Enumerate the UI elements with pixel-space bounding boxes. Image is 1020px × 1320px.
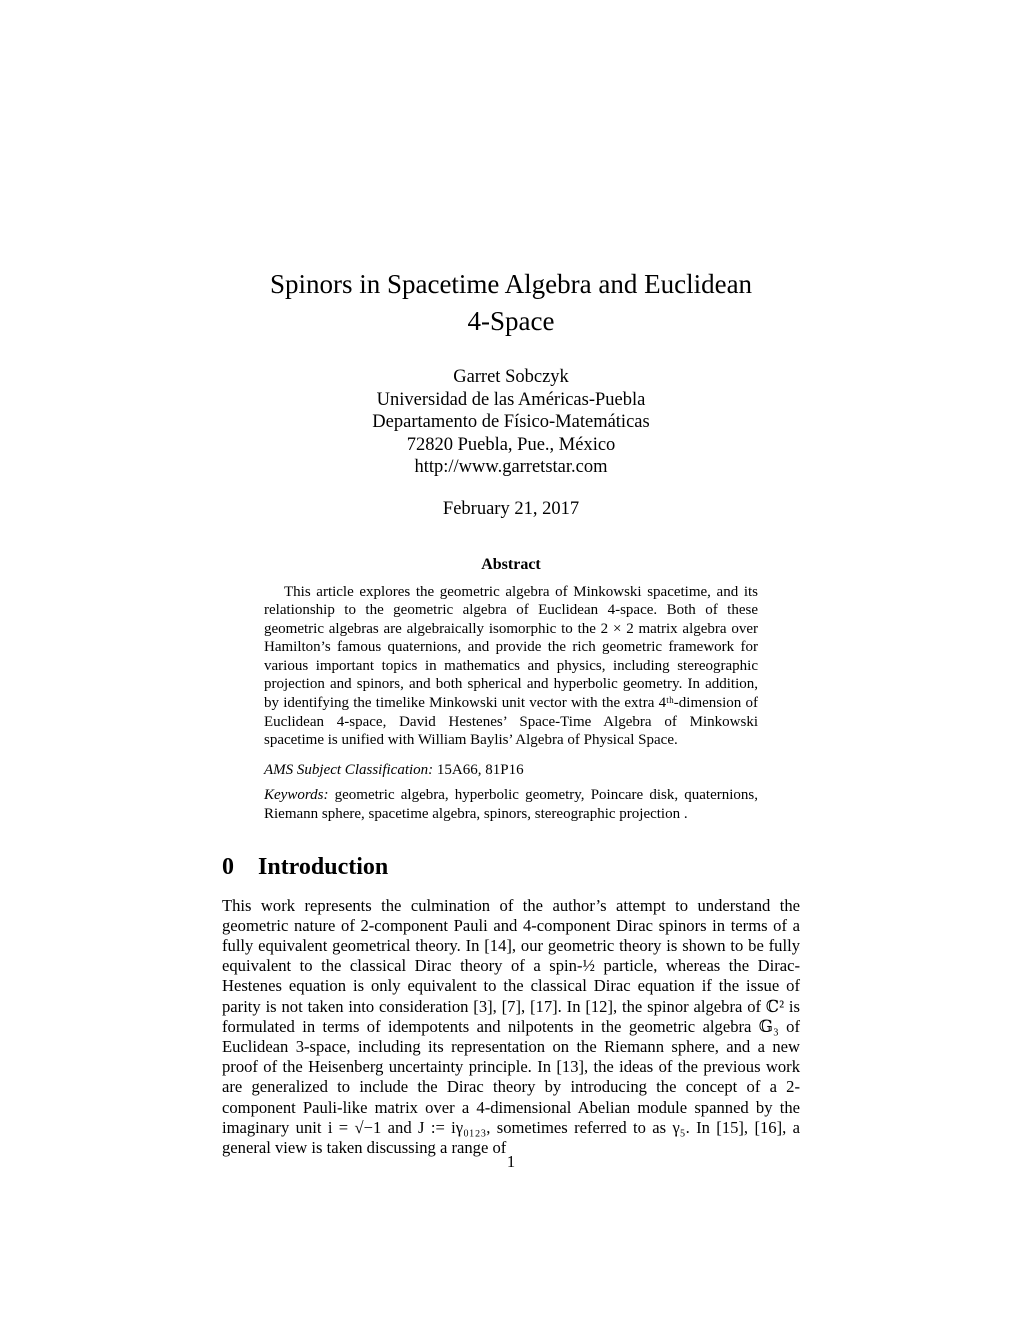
- keywords-value: geometric algebra, hyperbolic geometry, Poincare disk, quaternions, Riemann sphere, spacetime algebra, spinors, stereographic projection .: [264, 787, 759, 823]
- author-department: Departamento de Físico-Matemáticas: [372, 412, 650, 432]
- section-heading-introduction: [222, 854, 800, 881]
- abstract-text: This article explores the geometric algebra of Minkowski spacetime, and its relationship to the geometric algebra of Euclidean 4-space. Both of these geometric algebras are algebraically isomorphic to the 2 × 2 matrix algebra over Hamilton’s famous quaternions, and provide the rich geometric framework for various important topics in mathematics and physics, including stereographic projection and spinors, and both spherical and hyperbolic geometry. In addition, by identifying the timelike Minkowski unit vector with the extra 4ᵗʰ-dimension of Euclidean 4-space, David Hestenes’ Space-Time Algebra of Minkowski spacetime is unified with William Baylis’ Algebra of Physical Space.: [264, 583, 758, 749]
- introduction-paragraph: This work represents the culmination of the author’s attempt to understand the geometric nature of 2-component Pauli and 4-component Dirac spinors in terms of a fully equivalent geometrical theory. In [14], our geometric theory is shown to be fully equivalent to the classical Dirac theory of a spin-½ particle, whereas the Dirac-Hestenes equation is only equivalent to the classical Dirac equation if the issue of parity is not taken into consideration [3], [7], [17]. In [12], the spinor algebra of ℂ² is formulated in terms of idempotents and nilpotents in the geometric algebra 𝔾₃ of Euclidean 3-space, including its representation on the Riemann sphere, and a new proof of the Heisenberg uncertainty principle. In [13], the ideas of the previous work are generalized to include the Dirac theory by introducing the concept of a 2-component Pauli-like matrix over a 4-dimensional Abelian module spanned by the imaginary unit i = √−1 and J := iγ₀₁₂₃, sometimes referred to as γ₅. In [15], [16], a general view is taken discussing a range of: [222, 895, 800, 1158]
- paper-date: February 21, 2017: [442, 498, 580, 519]
- author-university: Universidad de las Américas-Puebla: [376, 389, 646, 410]
- text-column: [222, 0, 800, 1158]
- abstract-heading: Abstract: [481, 555, 541, 573]
- ams-classification-label: AMS Subject Classification:: [264, 761, 434, 778]
- paper-title-line2: 4-Space: [467, 306, 555, 336]
- keywords-line: [264, 786, 758, 823]
- section-number: 0: [222, 853, 234, 880]
- author-address: 72820 Puebla, Pue., México: [406, 434, 616, 455]
- keywords-label: Keywords:: [264, 787, 329, 804]
- paper-title-line1: Spinors in Spacetime Algebra and Euclidean: [269, 269, 753, 299]
- abstract-section: [264, 556, 758, 824]
- page-number: 1: [506, 1152, 516, 1171]
- author-website: http://www.garretstar.com: [414, 457, 608, 477]
- author-block: [222, 366, 800, 479]
- ams-classification-line: [264, 761, 758, 780]
- ams-classification-value: 15A66, 81P16: [436, 761, 524, 778]
- section-title: Introduction: [258, 853, 389, 880]
- author-name: Garret Sobczyk: [453, 367, 569, 387]
- paper-title: [222, 266, 800, 340]
